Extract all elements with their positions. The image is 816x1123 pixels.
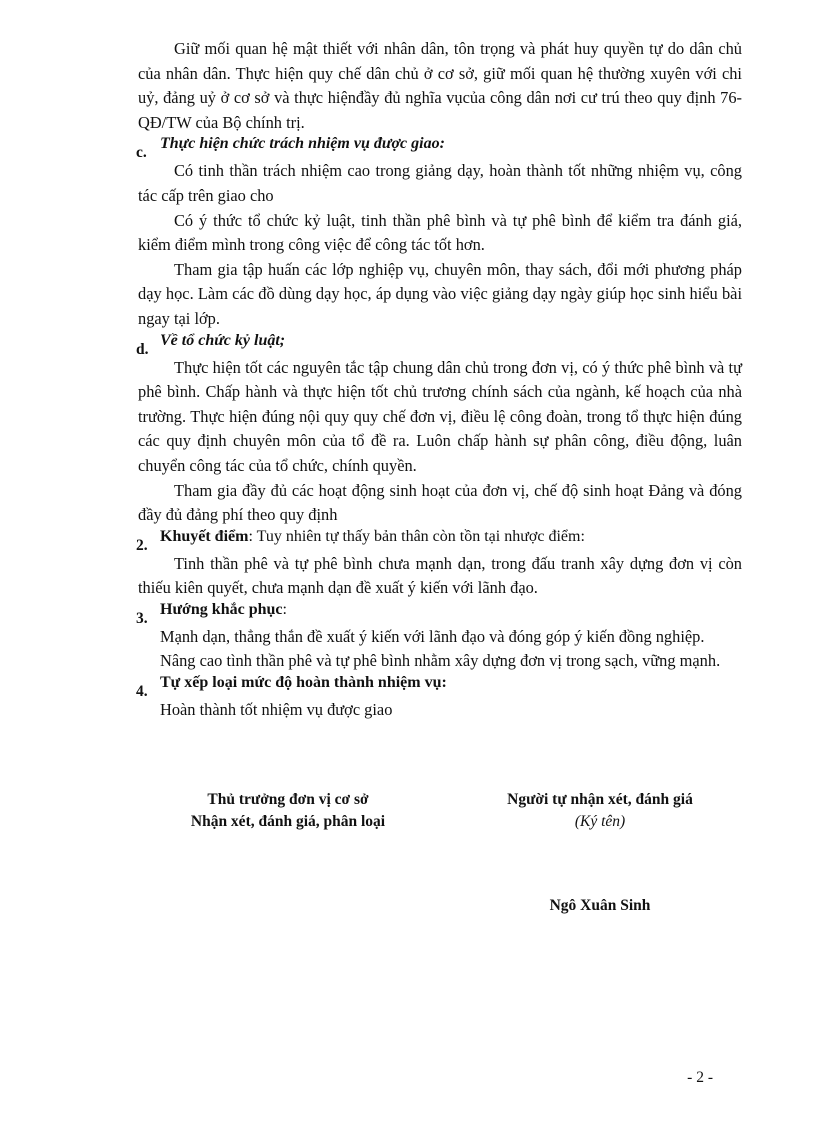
section-c-paragraph-3: Tham gia tập huấn các lớp nghiệp vụ, chuyên môn, thay sách, đổi mới phương pháp dạy học. Làm các đồ dùng dạy học, áp dụng vào việc giảng dạy ngày giúp học sinh hiểu bài ngay tại lớp. [138, 259, 742, 328]
section-2-heading [138, 528, 742, 552]
section-3-paragraph-2: Nâng cao tình thần phê và tự phê bình nhằm xây dựng đơn vị trong sạch, vững mạnh. [160, 651, 721, 671]
left-signature-title: Thủ trưởng đơn vị cơ sở [207, 791, 369, 808]
section-d-title: Về tổ chức kỷ luật; [160, 331, 286, 349]
section-2-title-line [160, 525, 585, 550]
signer-name: Ngô Xuân Sinh [549, 897, 651, 914]
section-2-title: Khuyết điểm [160, 527, 249, 545]
right-signature-block [470, 789, 730, 833]
section-3-title: Hướng khắc phục [160, 600, 283, 618]
left-signature-block [158, 789, 418, 833]
section-3-number: 3. [136, 609, 148, 627]
section-3-title-rest: : [282, 600, 287, 618]
right-signature-note: (Ký tên) [574, 813, 626, 830]
section-4-heading [136, 674, 742, 701]
body-text [138, 37, 742, 723]
section-4-title: Tự xếp loại mức độ hoàn thành nhiệm vụ: [160, 674, 447, 692]
section-2-paragraph-1: Tinh thần phê và tự phê bình chưa mạnh dạn, trong đấu tranh xây dựng đơn vị còn thiếu kiên quyết, chưa mạnh dạn đề xuất ý kiến với lãnh đạo. [138, 553, 742, 598]
section-d-heading [138, 332, 742, 356]
section-2-title-rest: : Tuy nhiên tự thấy bản thân còn tồn tại nhược điểm: [248, 527, 585, 545]
section-4-number: 4. [136, 683, 148, 701]
section-d-paragraph-2: Tham gia đầy đủ các hoạt động sinh hoạt của đơn vị, chế độ sinh hoạt Đảng và đóng đầy đủ đảng phí theo quy định [138, 480, 742, 525]
right-signature-title: Người tự nhận xét, đánh giá [507, 791, 693, 808]
section-3-title-line [160, 598, 287, 623]
section-c-paragraph-2: Có ý thức tổ chức kỷ luật, tinh thần phê bình và tự phê bình để kiểm tra đánh giá, kiểm điểm mình trong công việc để công tác tốt hơn. [138, 210, 742, 255]
section-4-paragraph-1: Hoàn thành tốt nhiệm vụ được giao [160, 700, 393, 720]
section-c-paragraph-1: Có tinh thần trách nhiệm cao trong giảng dạy, hoàn thành tốt những nhiệm vụ, công tác cấp trên giao cho [138, 161, 742, 205]
section-c-heading [136, 135, 742, 162]
left-signature-subtitle: Nhận xét, đánh giá, phân loại [190, 813, 386, 830]
section-d-number: d. [136, 340, 149, 358]
page-number: - 2 - [687, 1069, 713, 1086]
section-2-number: 2. [136, 536, 148, 554]
section-c-number: c. [136, 144, 147, 162]
section-c-title: Thực hiện chức trách nhiệm vụ được giao: [160, 135, 445, 153]
section-d-paragraph-1: Thực hiện tốt các nguyên tắc tập chung dân chủ trong đơn vị, có ý thức phê bình và tự phê bình. Chấp hành và thực hiện tốt chủ trương chính sách của ngành, kế hoạch của nhà trường. Thực hiện đúng nội quy quy chế đơn vị, điều lệ công đoàn, trong tổ thực hiện đúng các quy định chuyên môn của tổ đề ra. Luôn chấp hành sự phân công, điều động, luân chuyển công tác của tổ chức, chính quyền. [138, 357, 742, 475]
section-3-heading [138, 601, 742, 625]
section-3-paragraph-1: Mạnh dạn, thẳng thắn đề xuất ý kiến với lãnh đạo và đóng góp ý kiến đồng nghiệp. [160, 626, 705, 646]
intro-paragraph: Giữ mối quan hệ mật thiết với nhân dân, tôn trọng và phát huy quyền tự do dân chủ của nhân dân. Thực hiện quy chế dân chủ ở cơ sở, giữ mối quan hệ thường xuyên với chi uỷ, đảng uỷ ở cơ sở và thực hiệnđầy đủ nghĩa vụcủa công dân nơi cư trú theo quy định 76-QĐ/TW của Bộ chính trị. [138, 39, 742, 132]
